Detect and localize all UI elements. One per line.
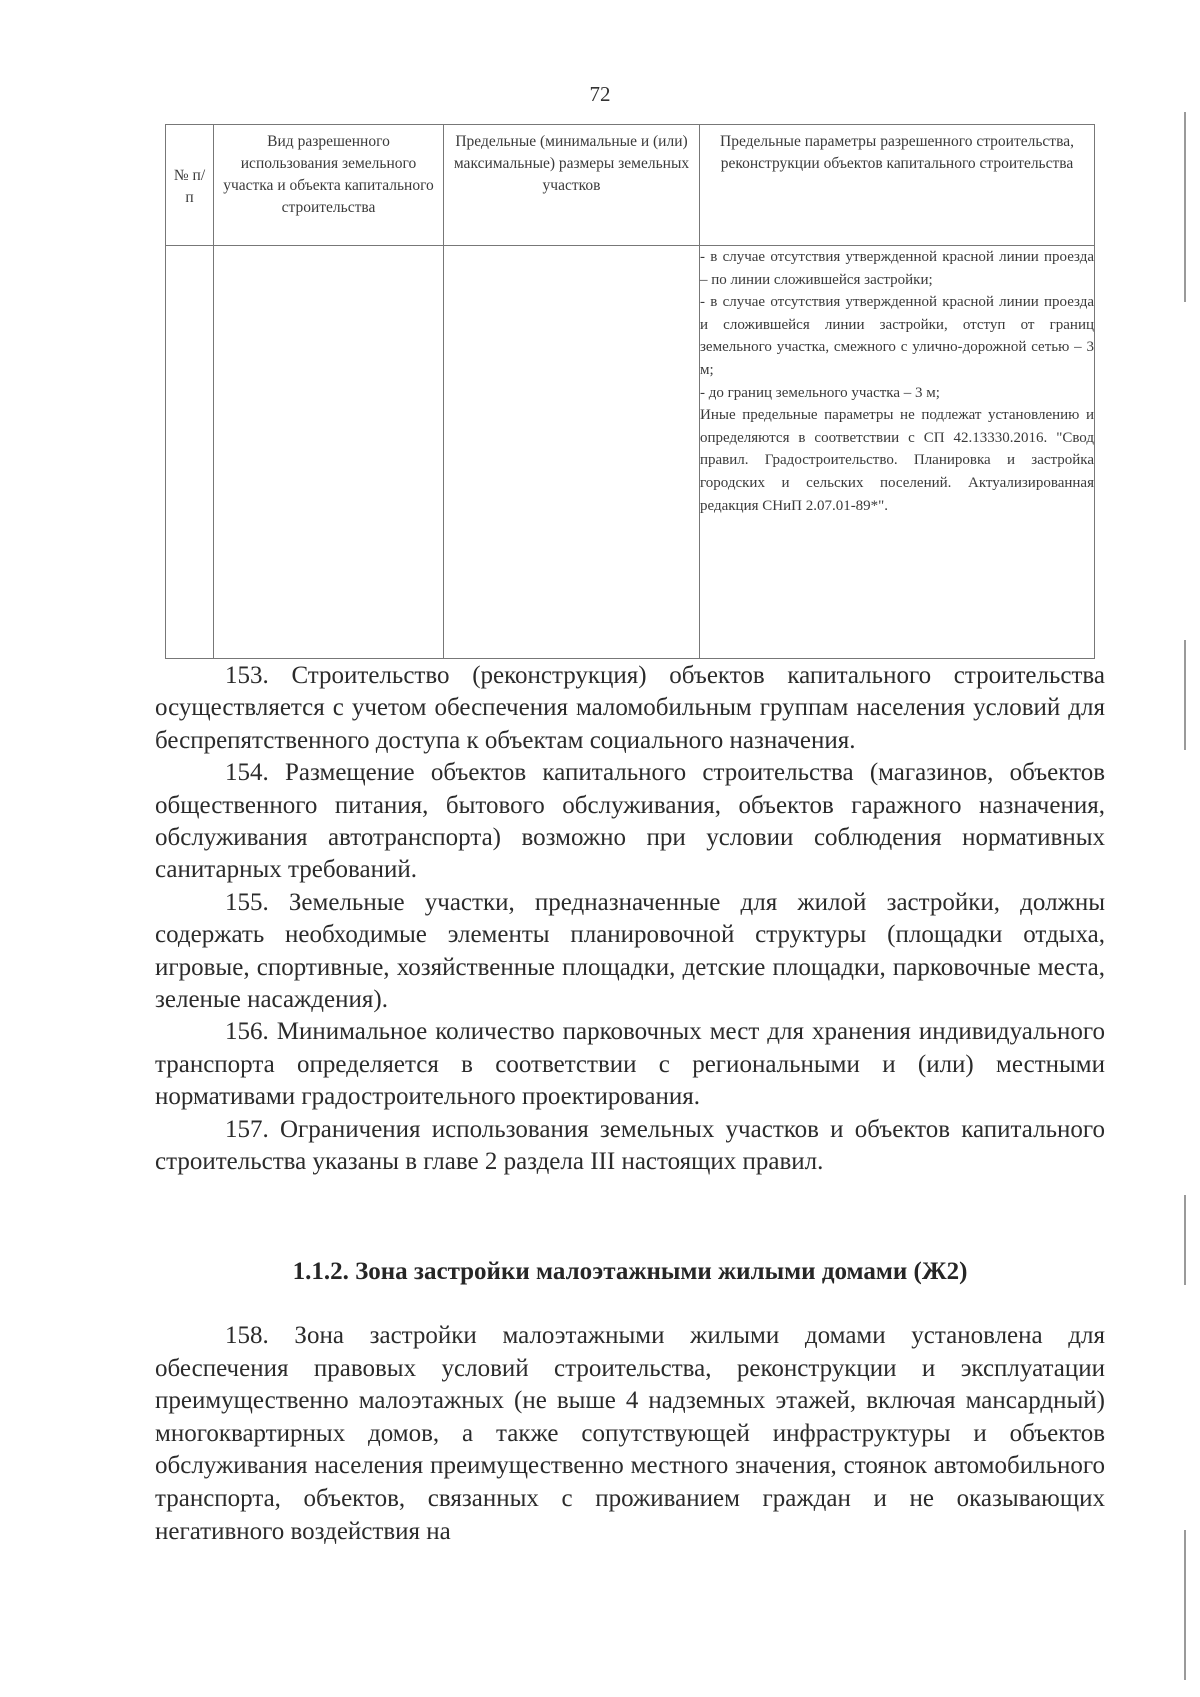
- section-heading: 1.1.2. Зона застройки малоэтажными жилыми домами (Ж2): [292, 1258, 968, 1285]
- cell-plot-sizes: [444, 246, 700, 659]
- param-item: - в случае отсутствия утвержденной красной линии проезда и сложившейся линии застройки, отступ от границ земельного участка, смежного с улично-дорожной сетью – 3 м;: [700, 294, 1094, 378]
- header-plot-sizes: Предельные (минимальные и (или) максимальные) размеры земельных участков: [444, 125, 700, 246]
- paragraph-157: 157. Ограничения использования земельных участков и объектов капитального строительства указаны в главе 2 раздела III настоящих правил.: [155, 1115, 1105, 1176]
- param-item: - до границ земельного участка – 3 м;: [700, 384, 940, 401]
- paragraph-154: 154. Размещение объектов капитального строительства (магазинов, объектов общественного питания, бытового обслуживания, объектов гаражного назначения, обслуживания автотранспорта) возможно при условии соблюдения нормативных санитарных требований.: [155, 759, 1105, 884]
- header-number: № п/п: [166, 125, 214, 246]
- header-construction-params: Предельные параметры разрешенного строительства, реконструкции объектов капитального строительства: [700, 125, 1095, 246]
- table-header-row: [166, 125, 1095, 246]
- paragraph-155: 155. Земельные участки, предназначенные для жилой застройки, должны содержать необходимые элементы планировочной структуры (площадки отдыха, игровые, спортивные, хозяйственные площадки, детские площадки, парковочные места, зеленые насаждения).: [155, 888, 1105, 1014]
- body-text-section: [155, 1320, 1105, 1548]
- scan-edge-line: [1184, 112, 1186, 302]
- table-row: [166, 246, 1095, 659]
- scan-edge-line: [1184, 1195, 1186, 1285]
- paragraph-156: 156. Минимальное количество парковочных мест для хранения индивидуального транспорта определяется в соответствии с региональными и (или) местными нормативами градостроительного проектирования.: [155, 1018, 1105, 1111]
- param-item: Иные предельные параметры не подлежат установлению и определяются в соответствии с СП 42.13330.2016. "Свод правил. Градостроительство. Планировка и застройка городских и сельских поселений. Актуализированная редакция СНиП 2.07.01-89*".: [700, 407, 1094, 514]
- scan-edge-line: [1184, 640, 1186, 750]
- paragraph-158: 158. Зона застройки малоэтажными жилыми домами установлена для обеспечения правовых условий строительства, реконструкции и эксплуатации преимущественно малоэтажных (не выше 4 надземных этажей, включая мансардный) многоквартирных домов, а также сопутствующей инфраструктуры и объектов обслуживания населения преимущественно местного значения, стоянок автомобильного транспорта, объектов, связанных с проживанием граждан и не оказывающих негативного воздействия на: [155, 1322, 1105, 1545]
- cell-number: [166, 246, 214, 659]
- cell-construction-params: [700, 246, 1095, 659]
- body-text: [155, 660, 1105, 1179]
- page-number: 72: [589, 82, 611, 106]
- scan-edge-line: [1184, 1530, 1186, 1680]
- cell-use-type: [214, 246, 444, 659]
- parameters-table: [165, 124, 1095, 659]
- paragraph-153: 153. Строительство (реконструкция) объектов капитального строительства осуществляется с учетом обеспечения маломобильным группам населения условий для беспрепятственного доступа к объектам социального назначения.: [155, 662, 1105, 754]
- header-use-type: Вид разрешенного использования земельного участка и объекта капитального строительства: [214, 125, 444, 246]
- param-item: - в случае отсутствия утвержденной красной линии проезда – по линии сложившейся застройки;: [700, 249, 1094, 288]
